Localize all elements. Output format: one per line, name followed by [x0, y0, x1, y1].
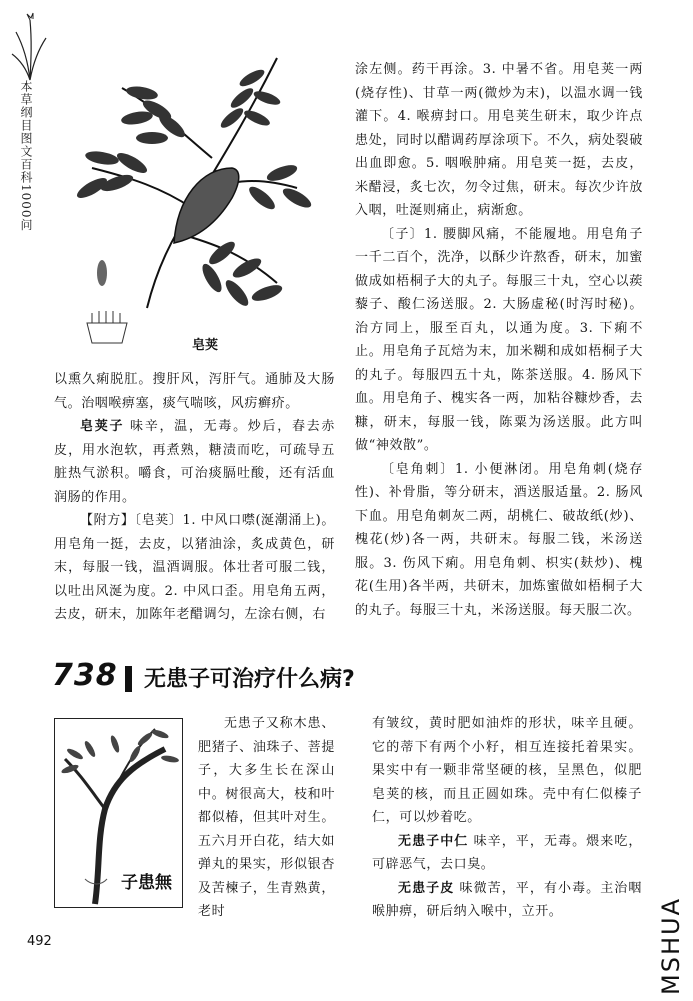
grass-ornament-icon: [10, 12, 50, 82]
paragraph: 【附方】〔皂荚〕1. 中风口噤(涎潮涌上)。用皂角一挺，去皮，以猪油涂，炙成黄色，研末，每服一钱，温酒调服。体壮者可服二钱，以吐出风涎为度。2. 中风口歪。用皂角五两，去皮，研末，加陈年老醋调匀，左涂右侧，右: [54, 513, 335, 622]
term-heading: 无患子中仁: [398, 833, 469, 849]
paragraph: 〔子〕1. 腰脚风痛，不能履地。用皂角子一千二百个，洗净，以酥少许熬香，研末，加蜜做成如梧桐子大的丸子。每服三十丸，空心以蒺藜子、酸仁汤送服。2. 大肠虚秘(时泻时秘)。治方同上，服至百丸，以通为度。3. 下痢不止。用皂角子瓦焙为末，加米糊和成如梧桐子大的丸子。每服四五十丸，陈茶送服。4. 肠风下血。用皂角子、槐实各一两，加粘谷糠炒香，去糠，研末，每服一钱，陈粟为汤送服。此方叫做“神效散”。: [355, 226, 643, 453]
section-header: [52, 658, 652, 698]
paragraph: 无患子皮 味微苦，平，有小毒。主治咽喉肿痹，研后纳入喉中，立开。: [372, 880, 642, 919]
right-column-bottom: [372, 712, 642, 924]
illustration-caption: 皂荚: [192, 338, 219, 353]
book-title-vertical: 本草纲目图文百科1000问: [19, 80, 33, 232]
right-column-top: [355, 58, 643, 622]
left-column-bottom: [198, 712, 335, 924]
left-column-top: [54, 368, 335, 627]
watermark: MSHUA: [657, 897, 685, 995]
paragraph: 涂左侧。药干再涂。3. 中暑不省。用皂荚一两(烧存性)、甘草一两(微炒为末)，以温水调一钱灌下。4. 喉痹封口。用皂荚生研末，取少许点患处，同时以醋调药厚涂项下。不久，病处裂破出血即愈。5. 咽喉肿痛。用皂荚一挺，去皮，米醋浸，炙七次，勿令过焦，研末。每次少许放入咽，吐涎则痛止，病渐愈。: [355, 62, 643, 218]
soapberry-tree-figure: [54, 718, 183, 908]
figure-label: 子患無: [121, 873, 172, 893]
section-number: 738: [52, 658, 118, 693]
gleditsia-plant-illustration: [62, 38, 332, 358]
page-number: 492: [27, 934, 52, 949]
paragraph: 以熏久痢脱肛。搜肝风，泻肝气。通肺及大肠气。治咽喉痹塞，痰气喘咳，风疠癣疥。: [54, 372, 335, 411]
term-heading: 皂荚子: [80, 419, 125, 434]
paragraph: 皂荚子 味辛，温，无毒。炒后，春去赤皮，用水泡软，再煮熟，糖渍而吃，可疏导五脏热气淤积。嚼食，可治痰膈吐酸，还有活血润肠的作用。: [54, 419, 335, 505]
paragraph: 无患子又称木患、肥猪子、油珠子、菩提子，大多生长在深山中。树很高大，枝和叶都似椿，但其叶对生。五六月开白花，结大如弹丸的果实，形似银杏及苦楝子，生青熟黄，老时: [198, 716, 335, 919]
section-divider-bar: [125, 666, 132, 692]
term-heading: 无患子皮: [398, 880, 455, 896]
paragraph: 〔皂角刺〕1. 小便淋闭。用皂角刺(烧存性)、补骨脂，等分研末，酒送服适量。2. 肠风下血。用皂角刺灰二两，胡桃仁、破故纸(炒)、槐花(炒)各一两，共研末。每服二钱，米汤送服。3. 伤风下痢。用皂角刺、枳实(麸炒)、槐花(生用)各半两，共研末，加炼蜜做如梧桐子大的丸子。每服三十丸，米汤送服。每天服二次。: [355, 461, 643, 618]
paragraph: 无患子中仁 味辛，平，无毒。煨来吃，可辟恶气，去口臭。: [372, 833, 642, 872]
section-title: 无患子可治疗什么病?: [144, 667, 355, 692]
paragraph: 有皱纹，黄时肥如油炸的形状，味辛且硬。它的蒂下有两个小籽，相互连接托着果实。果实中有一颗非常坚硬的核，呈黑色，似肥皂荚的核，而且正圆如珠。壳中有仁似榛子仁，可以炒着吃。: [372, 716, 642, 825]
